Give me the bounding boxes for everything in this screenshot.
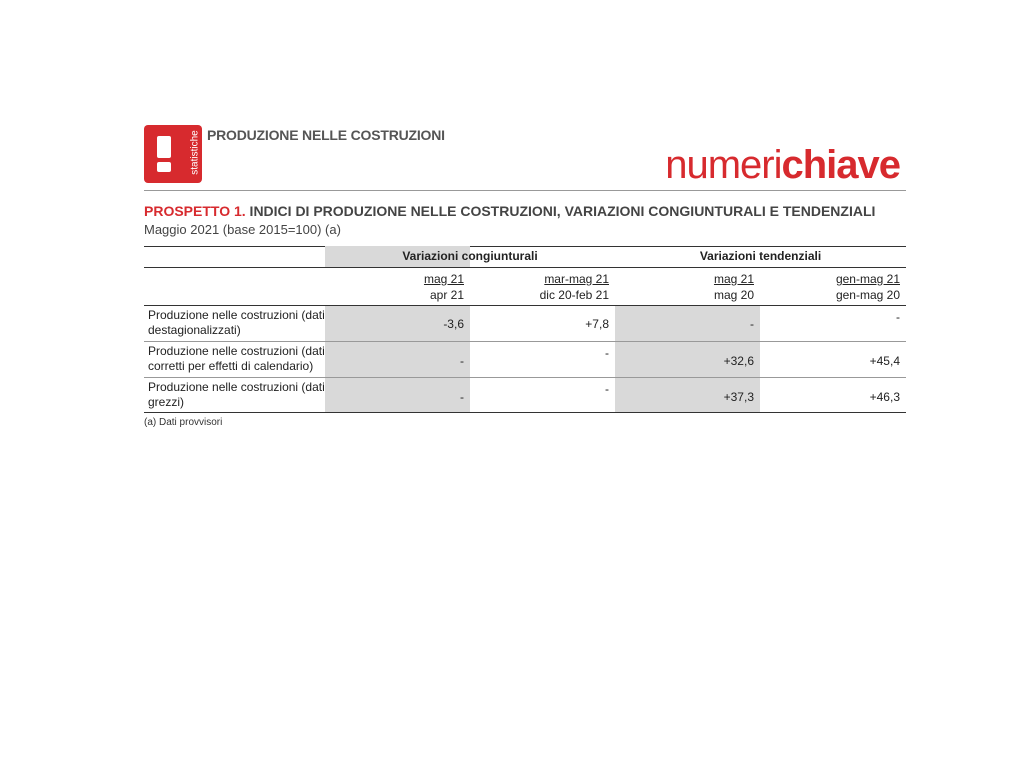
table-title-text: INDICI DI PRODUZIONE NELLE COSTRUZIONI, VARIAZIONI CONGIUNTURALI E TENDENZIALI [245,203,876,219]
brand-bold: chiave [781,143,900,187]
table-cell: - [750,317,754,331]
table-cell: - [605,382,609,396]
table-cell: - [460,354,464,368]
table-cell: +7,8 [585,317,609,331]
table-cell: - [460,390,464,404]
column-header [325,271,464,303]
row-label: Produzione nelle costruzioni (dati corretti per effetti di calendario) [148,344,325,373]
logo-strip [188,125,202,183]
column-header [615,271,754,303]
table-cell: +46,3 [869,390,900,404]
column-header-bottom: gen-mag 20 [835,288,900,302]
table-title-prefix: PROSPETTO 1. [144,203,246,219]
table-cell: -3,6 [443,317,464,331]
brand-light: numeri [665,143,782,187]
istat-logo [144,125,202,185]
table-subtitle: Maggio 2021 (base 2015=100) (a) [144,222,341,237]
column-header-top: gen-mag 21 [835,272,900,286]
table-cell: +37,3 [723,390,754,404]
logo-text: statistiche [189,130,201,175]
brand-wordmark [620,143,900,188]
column-header-bottom: dic 20-feb 21 [539,288,609,302]
table-cell: - [605,346,609,360]
column-header-top: mag 21 [713,272,754,286]
table-title [144,203,924,219]
table-cell: +32,6 [723,354,754,368]
footnote: (a) Dati provvisori [144,417,223,428]
table-cell: +45,4 [869,354,900,368]
column-header-top: mar-mag 21 [544,272,609,286]
row-label: Produzione nelle costruzioni (dati destagionalizzati) [148,308,325,337]
column-header [470,271,609,303]
row-label: Produzione nelle costruzioni (dati grezzi) [148,380,325,409]
column-header-bottom: mag 20 [713,288,754,302]
column-header-top: mag 21 [423,272,464,286]
logo-exclamation-icon [144,125,188,183]
column-header [760,271,900,303]
group-header-congiunturali: Variazioni congiunturali [402,249,538,263]
section-title: PRODUZIONE NELLE COSTRUZIONI [207,127,445,143]
group-header-tendenziali: Variazioni tendenziali [699,249,822,263]
column-header-bottom: apr 21 [429,288,464,302]
header-divider [144,190,906,191]
table-cell: - [896,310,900,324]
